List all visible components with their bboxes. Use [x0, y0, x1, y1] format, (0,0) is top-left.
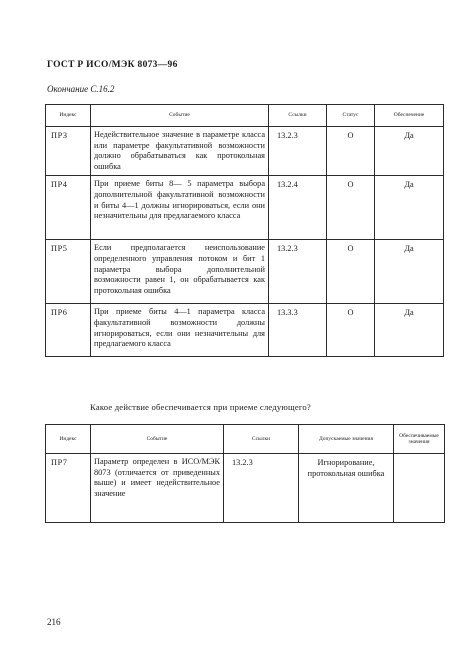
table-row — [46, 454, 445, 523]
cell-status: О — [327, 176, 375, 240]
column-header-provided-values: Обеспечиваемые значения — [394, 425, 445, 454]
cell-event: Недействительное значение в параметре класса или параметре факультативной возможности должно обрабатываться как протокольная ошибка — [91, 127, 269, 176]
cell-reference: 13.3.3 — [269, 304, 327, 357]
table-continuation-caption: Окончание С.16.2 — [47, 84, 115, 94]
cell-provided-values — [394, 454, 445, 523]
cell-allowed-values: Игнорирование, протокольная ошибка — [299, 454, 394, 523]
column-header-index: Индекс — [46, 105, 91, 127]
requirements-table — [45, 104, 444, 357]
table-row — [46, 127, 444, 176]
cell-event: При приеме биты 8— 5 параметра выбора дополнительной факультативной возможности и биты 4—1 должны игнорироваться, если они незначительны для предлагаемого класса — [91, 176, 269, 240]
table-header-row — [46, 425, 445, 454]
column-header-status: Статус — [327, 105, 375, 127]
question-text: Какое действие обеспечивается при приеме следующего? — [90, 402, 311, 412]
cell-reference: 13.2.3 — [269, 240, 327, 304]
cell-reference: 13.2.3 — [224, 454, 299, 523]
page-number: 216 — [47, 617, 61, 627]
cell-index: ПР6 — [46, 304, 91, 357]
column-header-event: Событие — [91, 425, 224, 454]
cell-support: Да — [375, 304, 444, 357]
column-header-event: Событие — [91, 105, 269, 127]
column-header-references: Ссылки — [224, 425, 299, 454]
cell-status: О — [327, 127, 375, 176]
table-header-row — [46, 105, 444, 127]
cell-event: Параметр определен в ИСО/МЭК 8073 (отличается от приведенных выше) и имеет недействительное значение — [91, 454, 224, 523]
question-table — [45, 424, 445, 523]
cell-event: При приеме биты 4—1 параметра класса факультативной возможности должны игнорироваться, если они незначительны для предлагаемого класса — [91, 304, 269, 357]
cell-support: Да — [375, 176, 444, 240]
cell-support: Да — [375, 127, 444, 176]
cell-index: ПР7 — [46, 454, 91, 523]
cell-reference: 13.2.3 — [269, 127, 327, 176]
cell-status: О — [327, 240, 375, 304]
table-row — [46, 176, 444, 240]
cell-index: ПРЗ — [46, 127, 91, 176]
cell-reference: 13.2.4 — [269, 176, 327, 240]
column-header-allowed-values: Допускаемые значения — [299, 425, 394, 454]
cell-status: О — [327, 304, 375, 357]
cell-index: ПР5 — [46, 240, 91, 304]
table-row — [46, 240, 444, 304]
column-header-support: Обеспечение — [375, 105, 444, 127]
cell-support: Да — [375, 240, 444, 304]
table-row — [46, 304, 444, 357]
document-header: ГОСТ Р ИСО/МЭК 8073—96 — [47, 60, 178, 70]
column-header-index: Индекс — [46, 425, 91, 454]
column-header-references: Ссылки — [269, 105, 327, 127]
cell-index: ПР4 — [46, 176, 91, 240]
cell-event: Если предполагается неиспользование определенного управления потоком и бит 1 параметра выбора дополнительной возможности равен 1, он обрабатывается как протокольная ошибка — [91, 240, 269, 304]
